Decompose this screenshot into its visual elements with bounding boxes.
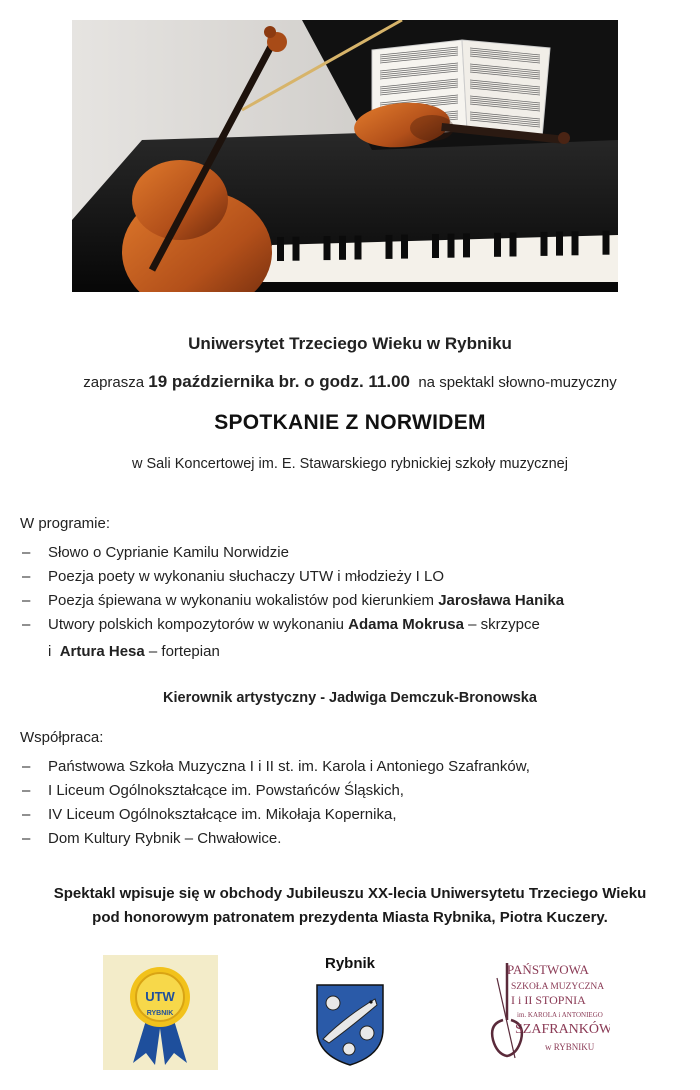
instruments-illustration (72, 20, 618, 292)
program-continuation: i Artura Hesa – fortepian (48, 643, 220, 660)
utw-logo-subtext: RYBNIK (146, 1010, 174, 1017)
program-list (18, 541, 564, 637)
school-line-2: SZKOŁA MUZYCZNA (511, 982, 605, 992)
school-line-3: I i II STOPNIA (511, 993, 586, 1007)
utw-logo-text: UTW (145, 989, 175, 1004)
program-item: – Poezja poety w wykonaniu słuchaczy UTW i młodzieży I LO (18, 565, 564, 589)
cooperation-item: – Dom Kultury Rybnik – Chwałowice. (18, 827, 530, 851)
hero-photo (72, 20, 618, 292)
school-line-5: SZAFRANKÓW (515, 1022, 610, 1037)
cooperation-label: Współpraca: (20, 729, 104, 746)
cooperation-list (18, 755, 530, 851)
program-item: – Poezja śpiewana w wykonaniu wokalistów pod kierunkiem Jarosława Hanika (18, 589, 564, 613)
utw-logo (103, 955, 218, 1070)
performer-name: Jarosława Hanika (438, 592, 565, 609)
violin-emblem-icon (485, 958, 610, 1068)
jubilee-note (0, 882, 700, 930)
venue-line: w Sali Koncertowej im. E. Stawarskiego rybnickiej szkoły muzycznej (132, 456, 568, 472)
cooperation-item: – IV Liceum Ogólnokształcące im. Mikołaja Kopernika, (18, 803, 530, 827)
school-line-6: w RYBNIKU (545, 1042, 595, 1052)
performer-name: Artura Hesa (59, 643, 145, 660)
fish-crest-icon (305, 977, 395, 1067)
school-line-4: im. KAROLA i ANTONIEGO (517, 1011, 603, 1019)
jubilee-line-2: pod honorowym patronatem prezydenta Miasta Rybnika, Piotra Kuczery. (92, 909, 608, 926)
program-label: W programie: (20, 515, 111, 532)
rybnik-crest-logo (305, 955, 395, 1073)
organization-name: Uniwersytet Trzeciego Wieku w Rybniku (188, 334, 512, 353)
invitation-line (0, 372, 700, 392)
cooperation-item: – I Liceum Ogólnokształcące im. Powstańców Śląskich, (18, 779, 530, 803)
invite-prefix: zaprasza (83, 374, 145, 391)
jubilee-line-1: Spektakl wpisuje się w obchody Jubileuszu XX-lecia Uniwersytetu Trzeciego Wieku (53, 885, 647, 902)
invite-suffix: na spektakl słowno-muzyczny (418, 374, 617, 391)
music-school-logo (485, 958, 610, 1068)
program-item: – Słowo o Cyprianie Kamilu Norwidzie (18, 541, 564, 565)
utw-rosette-icon (103, 955, 218, 1070)
performer-name: Adama Mokrusa (348, 616, 464, 633)
program-item: – Utwory polskich kompozytorów w wykonaniu Adama Mokrusa – skrzypce (18, 613, 564, 637)
rybnik-label: Rybnik (324, 955, 375, 972)
artistic-director: Kierownik artystyczny - Jadwiga Demczuk-Bronowska (163, 690, 537, 706)
cooperation-item: – Państwowa Szkoła Muzyczna I i II st. im. Karola i Antoniego Szafranków, (18, 755, 530, 779)
invite-date: 19 października br. o godz. 11.00 (148, 372, 410, 391)
school-line-1: PAŃSTWOWA (507, 962, 589, 977)
event-title: SPOTKANIE Z NORWIDEM (214, 411, 486, 434)
